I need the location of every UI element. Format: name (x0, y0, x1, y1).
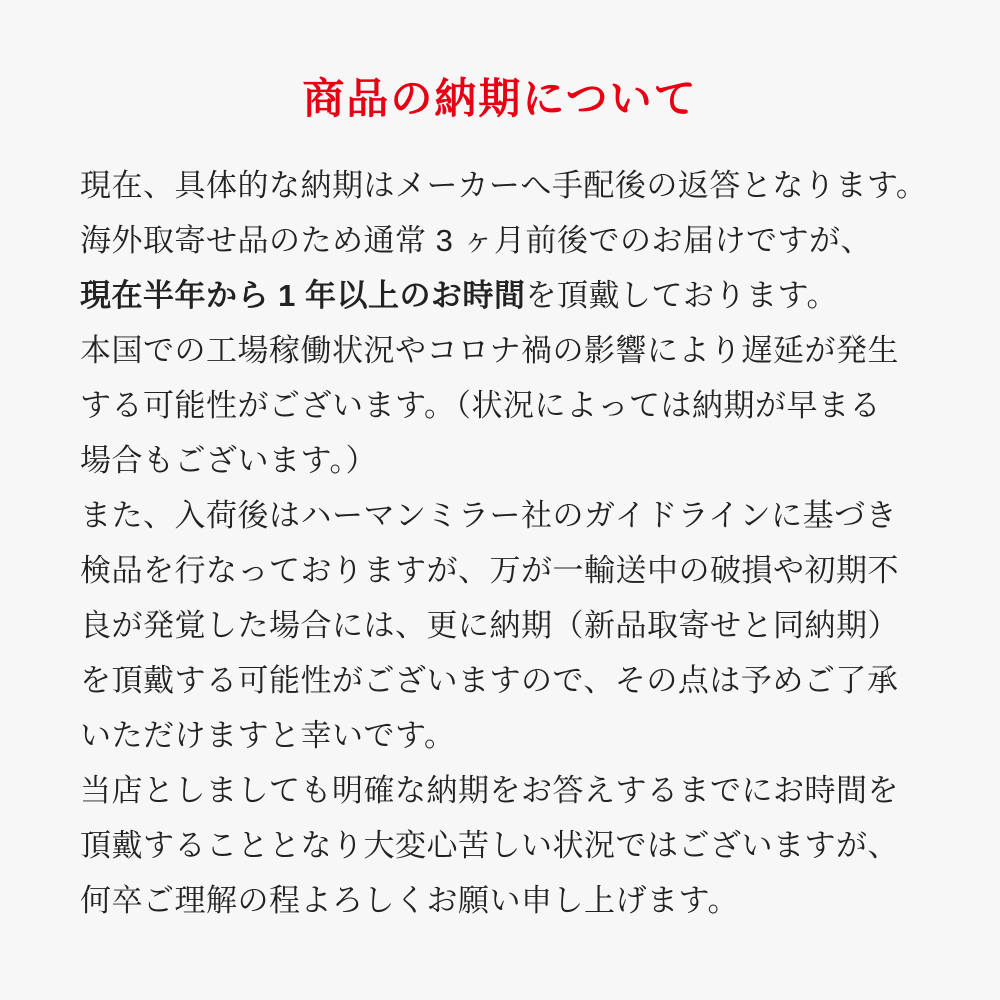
body-line: 海外取寄せ品のため通常 3 ヶ月前後でのお届けですが、 (80, 223, 872, 259)
body-line: 何卒ご理解の程よろしくお願い申し上げます。 (80, 883, 740, 919)
body-line: また、入荷後はハーマンミラー社のガイドラインに基づき (80, 498, 898, 534)
body-line: 場合もございます。） (80, 443, 378, 479)
body-line: 良が発覚した場合には、更に納期（新品取寄せと同納期） (80, 608, 899, 644)
body-line: 頂戴することとなり大変心苦しい状況ではございますが、 (80, 828, 899, 864)
body-line (80, 268, 940, 323)
body-line: する可能性がございます。（状況によっては納期が早まる (80, 388, 882, 424)
body-line-regular-segment: を頂戴しております。 (525, 278, 838, 314)
body-line: 当店としましても明確な納期をお答えするまでにお時間を (80, 773, 899, 809)
page-title: 商品の納期について (302, 75, 698, 122)
notice-body (0, 158, 1000, 928)
body-line: いただけますと幸いです。 (80, 718, 456, 754)
body-line: 現在、具体的な納期はメーカーへ手配後の返答となります。 (80, 168, 928, 204)
body-line: 本国での工場稼働状況やコロナ禍の影響により遅延が発生 (80, 333, 899, 369)
body-line-bold-segment: 現在半年から 1 年以上のお時間 (80, 278, 526, 314)
body-line: を頂戴する可能性がございますので、その点は予めご了承 (80, 663, 899, 699)
body-line: 検品を行なっておりますが、万が一輸送中の破損や初期不 (80, 553, 899, 589)
